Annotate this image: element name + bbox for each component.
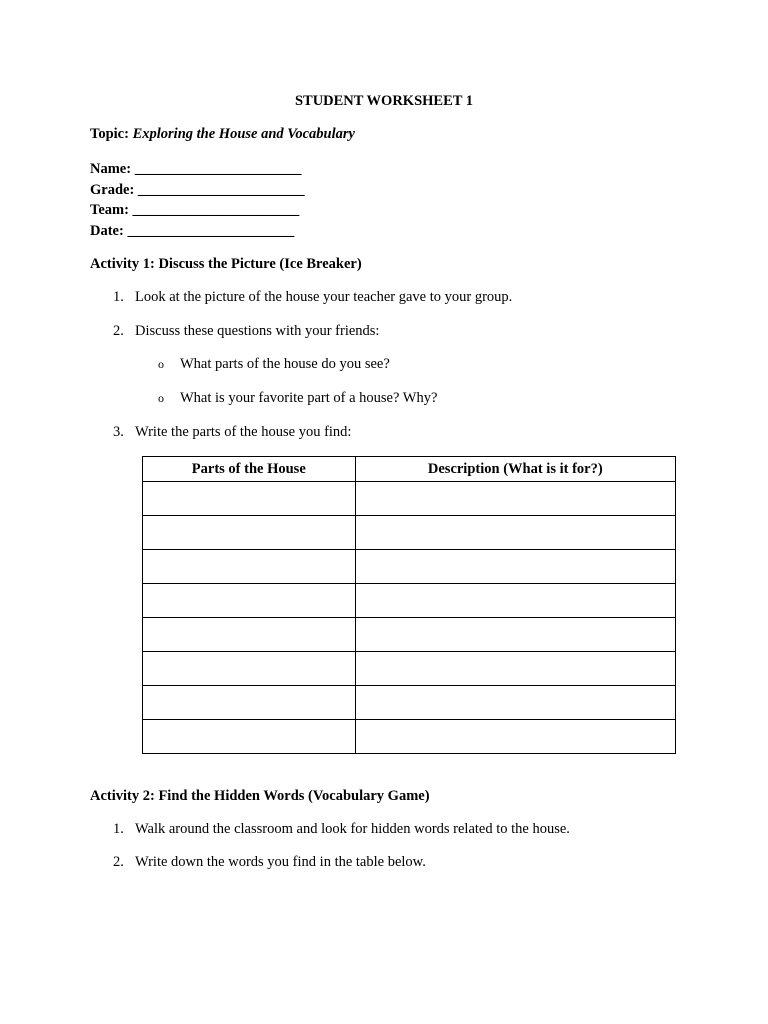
table-cell-description[interactable] [355,516,675,550]
list-number: 2. [113,323,124,339]
table-cell-part[interactable] [143,652,356,686]
parts-of-house-table [142,456,676,754]
topic-line [90,126,355,143]
table-row [143,482,676,516]
name-field[interactable]: Name: _______________________ [90,161,302,177]
table-cell-part[interactable] [143,584,356,618]
table-row [143,720,676,754]
activity2-heading: Activity 2: Find the Hidden Words (Vocabulary Game) [90,788,430,804]
table-row [143,550,676,584]
team-field[interactable]: Team: _______________________ [90,202,300,219]
table-cell-description[interactable] [355,550,675,584]
table-cell-part[interactable] [143,618,356,652]
activity1-subitem-2 [158,390,437,407]
list-number: 3. [113,424,124,440]
table-cell-description[interactable] [355,618,675,652]
list-item-text: Write down the words you find in the table below. [135,854,426,870]
table-cell-description[interactable] [355,720,675,754]
bullet-icon: o [158,357,164,371]
list-number: 1. [113,289,124,305]
table-row [143,652,676,686]
bullet-icon: o [158,391,164,405]
table-cell-description[interactable] [355,652,675,686]
table-cell-part[interactable] [143,720,356,754]
list-item-text: Discuss these questions with your friends: [135,323,380,339]
table-cell-part[interactable] [143,686,356,720]
list-item-text: Look at the picture of the house your teacher gave to your group. [135,289,513,305]
table-cell-description[interactable] [355,584,675,618]
activity1-item-3 [113,424,351,441]
table-cell-description[interactable] [355,686,675,720]
sub-item-text: What parts of the house do you see? [180,356,390,372]
activity1-subitem-1 [158,356,390,373]
table-row [143,686,676,720]
column-header-description: Description (What is it for?) [355,457,675,482]
list-number: 2. [113,854,124,870]
activity1-item-2 [113,323,379,340]
list-item-text: Write the parts of the house you find: [135,424,352,440]
activity2-item-2 [113,854,426,871]
table-row [143,618,676,652]
table-cell-part[interactable] [143,550,356,584]
worksheet-title: STUDENT WORKSHEET 1 [294,93,474,109]
table-cell-description[interactable] [355,482,675,516]
grade-field[interactable]: Grade: _______________________ [90,181,305,198]
list-number: 1. [113,821,124,837]
topic-value: Exploring the House and Vocabulary [132,126,355,142]
list-item-text: Walk around the classroom and look for hidden words related to the house. [135,821,570,837]
topic-label: Topic: [90,126,129,142]
table-header-row [143,457,676,482]
activity2-item-1 [113,821,570,838]
table-row [143,584,676,618]
column-header-parts: Parts of the House [143,457,356,482]
activity1-heading: Activity 1: Discuss the Picture (Ice Breaker) [90,256,362,272]
table-row [143,516,676,550]
table-cell-part[interactable] [143,516,356,550]
date-field[interactable]: Date: _______________________ [90,223,295,240]
activity1-item-1 [113,289,512,306]
sub-item-text: What is your favorite part of a house? Why? [180,390,438,406]
student-info-fields [90,159,305,242]
table-cell-part[interactable] [143,482,356,516]
